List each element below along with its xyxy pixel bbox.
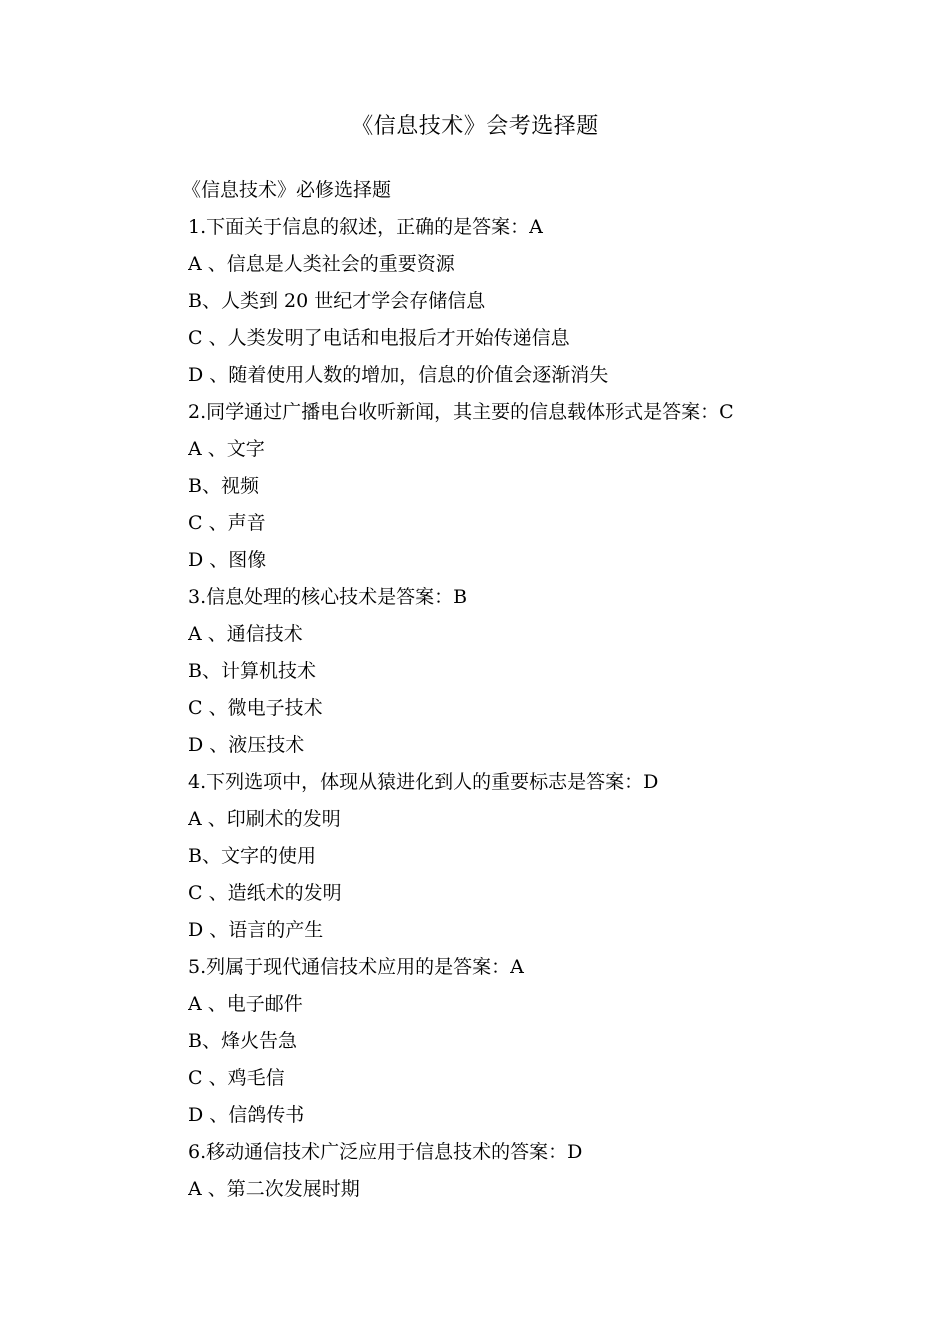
question-3-option-d: D 、液压技术 <box>188 734 305 756</box>
question-4: 4.下列选项中，体现从猿进化到人的重要标志是答案：D <box>188 771 659 793</box>
question-3-option-c: C 、微电子技术 <box>188 697 323 719</box>
question-3-option-b: B、计算机技术 <box>188 660 316 682</box>
question-4-option-d: D 、语言的产生 <box>188 919 324 941</box>
question-6: 6.移动通信技术广泛应用于信息技术的答案：D <box>188 1141 583 1163</box>
document-title: 《信息技术》会考选择题 <box>351 114 599 139</box>
question-1-option-c: C 、人类发明了电话和电报后才开始传递信息 <box>188 327 570 349</box>
question-5: 5.列属于现代通信技术应用的是答案：A <box>188 956 524 978</box>
question-5-option-b: B、烽火告急 <box>188 1030 297 1052</box>
question-3-option-a: A 、通信技术 <box>188 623 303 645</box>
question-1-option-a: A 、信息是人类社会的重要资源 <box>188 253 455 275</box>
question-4-option-b: B、文字的使用 <box>188 845 316 867</box>
section-title: 《信息技术》必修选择题 <box>182 179 392 201</box>
question-5-option-c: C 、鸡毛信 <box>188 1067 285 1089</box>
question-3: 3.信息处理的核心技术是答案：B <box>188 586 468 608</box>
question-5-option-a: A 、电子邮件 <box>188 993 303 1015</box>
question-6-option-a: A 、第二次发展时期 <box>188 1178 360 1200</box>
question-2: 2.同学通过广播电台收听新闻，其主要的信息载体形式是答案：C <box>188 401 734 423</box>
question-2-option-d: D 、图像 <box>188 549 267 571</box>
question-1: 1.下面关于信息的叙述，正确的是答案：A <box>188 216 543 238</box>
question-2-option-c: C 、声音 <box>188 512 266 534</box>
question-2-option-b: B、视频 <box>188 475 259 497</box>
question-5-option-d: D 、信鸽传书 <box>188 1104 305 1126</box>
question-1-option-b: B、人类到 20 世纪才学会存储信息 <box>188 290 486 312</box>
document-body <box>182 172 908 1208</box>
question-1-option-d: D 、随着使用人数的增加，信息的价值会逐渐消失 <box>188 364 609 386</box>
question-4-option-a: A 、印刷术的发明 <box>188 808 341 830</box>
question-4-option-c: C 、造纸术的发明 <box>188 882 342 904</box>
question-2-option-a: A 、文字 <box>188 438 265 460</box>
